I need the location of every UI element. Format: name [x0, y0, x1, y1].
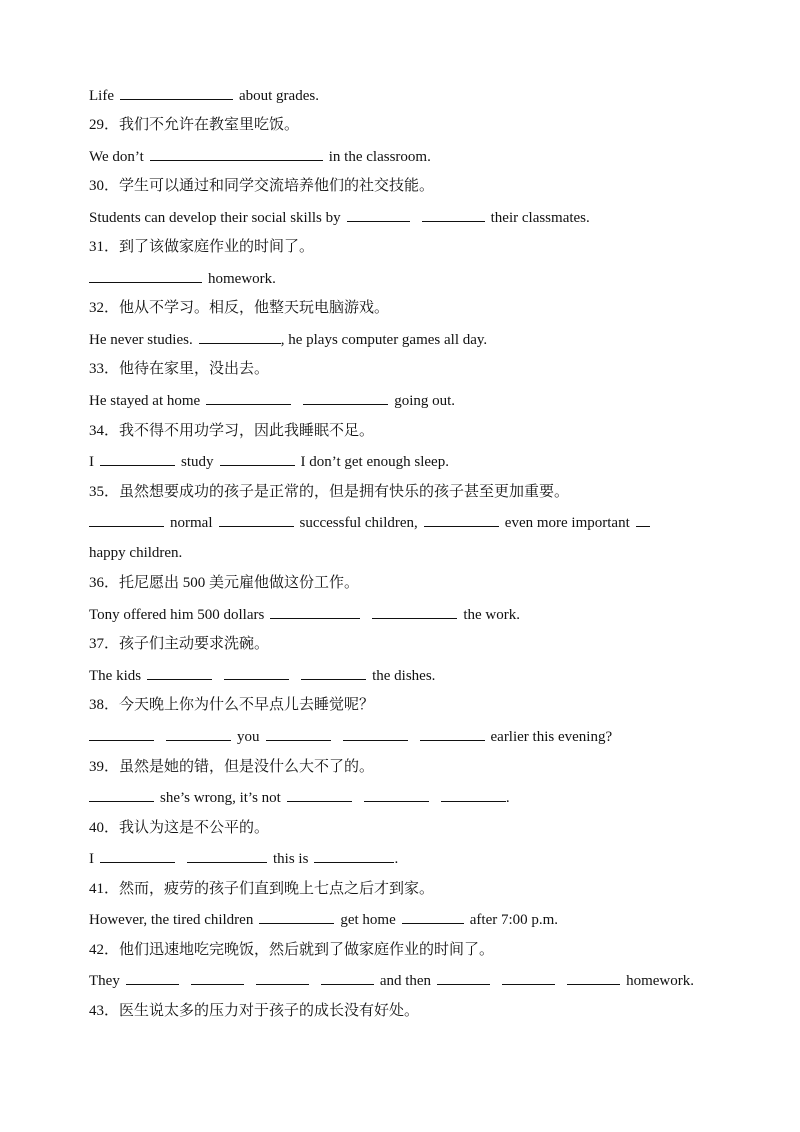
question-33 — [89, 358, 712, 380]
blank[interactable] — [89, 511, 164, 527]
text: He never studies. — [89, 332, 193, 348]
question-32 — [89, 297, 712, 319]
blank[interactable] — [150, 145, 323, 161]
blank[interactable] — [89, 725, 154, 741]
blank[interactable] — [424, 511, 499, 527]
text: after 7:00 p.m. — [469, 912, 559, 928]
sentence-42-english — [89, 969, 712, 991]
blank[interactable] — [270, 603, 360, 619]
blank[interactable] — [287, 786, 352, 802]
text: We don’t — [89, 149, 144, 165]
text: 31．到了该做家庭作业的时间了。 — [89, 239, 315, 255]
blank[interactable] — [147, 664, 212, 680]
sentence-32-english — [89, 328, 712, 350]
text: The kids — [89, 668, 142, 684]
blank[interactable] — [219, 511, 294, 527]
text: 34．我不得不用功学习，因此我睡眠不足。 — [89, 423, 375, 439]
text: 29．我们不允许在教室里吃饭。 — [89, 117, 300, 133]
text: homework. — [626, 973, 694, 989]
blank[interactable] — [314, 847, 394, 863]
text: I — [89, 851, 94, 867]
blank[interactable] — [372, 603, 457, 619]
question-39 — [89, 756, 712, 778]
sentence-35-english-cont — [89, 542, 712, 564]
blank[interactable] — [347, 206, 410, 222]
blank[interactable] — [166, 725, 231, 741]
question-31 — [89, 236, 712, 258]
blank[interactable] — [199, 328, 281, 344]
text: and then — [379, 973, 432, 989]
text: 37．孩子们主动要求洗碗。 — [89, 636, 270, 652]
blank[interactable] — [206, 389, 291, 405]
text: 42．他们迅速地吃完晚饭，然后就到了做家庭作业的时间了。 — [89, 942, 495, 958]
text: even more important — [504, 515, 630, 531]
blank[interactable] — [364, 786, 429, 802]
blank[interactable] — [422, 206, 485, 222]
blank[interactable] — [100, 450, 175, 466]
text: study — [181, 454, 214, 470]
question-36 — [89, 572, 712, 594]
blank[interactable] — [89, 267, 202, 283]
blank[interactable] — [303, 389, 388, 405]
text: in the classroom. — [328, 149, 431, 165]
blank[interactable] — [224, 664, 289, 680]
sentence-41-english — [89, 908, 712, 930]
text: earlier this evening? — [490, 729, 613, 745]
blank[interactable] — [502, 969, 555, 985]
blank[interactable] — [259, 908, 334, 924]
text: . — [505, 790, 510, 806]
text: However, the tired children — [89, 912, 254, 928]
text: 30．学生可以通过和同学交流培养他们的社交技能。 — [89, 178, 435, 194]
text: she’s wrong, it’s not — [160, 790, 281, 806]
blank[interactable] — [89, 786, 154, 802]
text: their classmates. — [490, 210, 590, 226]
question-29 — [89, 114, 712, 136]
question-42 — [89, 939, 712, 961]
text: the work. — [463, 607, 520, 623]
blank[interactable] — [266, 725, 331, 741]
text: 35．虽然想要成功的孩子是正常的，但是拥有快乐的孩子甚至更加重要。 — [89, 484, 570, 500]
text: Tony offered him 500 dollars — [89, 607, 265, 623]
blank[interactable] — [420, 725, 485, 741]
text: 43．医生说太多的压力对于孩子的成长没有好处。 — [89, 1003, 420, 1019]
blank[interactable] — [636, 511, 650, 527]
question-40 — [89, 817, 712, 839]
text: going out. — [394, 393, 456, 409]
question-41 — [89, 878, 712, 900]
sentence-30-english — [89, 206, 712, 228]
question-43 — [89, 1000, 712, 1022]
sentence-40-english — [89, 847, 712, 869]
text: Students can develop their social skills by — [89, 210, 341, 226]
text: 33．他待在家里，没出去。 — [89, 361, 270, 377]
blank[interactable] — [437, 969, 490, 985]
text: 38．今天晚上你为什么不早点儿去睡觉呢？ — [89, 697, 375, 713]
text: happy children. — [89, 545, 183, 561]
blank[interactable] — [220, 450, 295, 466]
sentence-31-english — [89, 267, 712, 289]
sentence-29-english — [89, 145, 712, 167]
blank[interactable] — [191, 969, 244, 985]
question-37 — [89, 633, 712, 655]
sentence-33-english — [89, 389, 712, 411]
text: I don’t get enough sleep. — [300, 454, 449, 470]
text: about grades. — [238, 88, 319, 104]
blank[interactable] — [120, 84, 233, 100]
sentence-35-english — [89, 511, 712, 533]
text: the dishes. — [372, 668, 436, 684]
text: Life — [89, 88, 114, 104]
blank[interactable] — [100, 847, 175, 863]
sentence-38-english — [89, 725, 712, 747]
blank[interactable] — [301, 664, 366, 680]
text: get home — [340, 912, 396, 928]
sentence-28-english — [89, 84, 712, 106]
text: He stayed at home — [89, 393, 201, 409]
blank[interactable] — [567, 969, 620, 985]
text: , he plays computer games all day. — [280, 332, 488, 348]
sentence-39-english — [89, 786, 712, 808]
text: 36．托尼愿出 500 美元雇他做这份工作。 — [89, 575, 360, 591]
blank[interactable] — [126, 969, 179, 985]
text: 41．然而，疲劳的孩子们直到晚上七点之后才到家。 — [89, 881, 435, 897]
blank[interactable] — [187, 847, 267, 863]
text: 40．我认为这是不公平的。 — [89, 820, 270, 836]
text: 39．虽然是她的错，但是没什么大不了的。 — [89, 759, 375, 775]
text: 32．他从不学习。相反，他整天玩电脑游戏。 — [89, 300, 390, 316]
sentence-34-english — [89, 450, 712, 472]
text: . — [394, 851, 399, 867]
blank[interactable] — [441, 786, 506, 802]
blank[interactable] — [402, 908, 464, 924]
blank[interactable] — [343, 725, 408, 741]
blank[interactable] — [321, 969, 374, 985]
text: homework. — [208, 271, 276, 287]
text: normal — [170, 515, 213, 531]
text: you — [237, 729, 260, 745]
question-38 — [89, 694, 712, 716]
text: They — [89, 973, 120, 989]
text: I — [89, 454, 94, 470]
text: this is — [273, 851, 309, 867]
blank[interactable] — [256, 969, 309, 985]
question-35 — [89, 481, 712, 503]
sentence-36-english — [89, 603, 712, 625]
question-34 — [89, 420, 712, 442]
sentence-37-english — [89, 664, 712, 686]
question-30 — [89, 175, 712, 197]
text: successful children, — [299, 515, 418, 531]
